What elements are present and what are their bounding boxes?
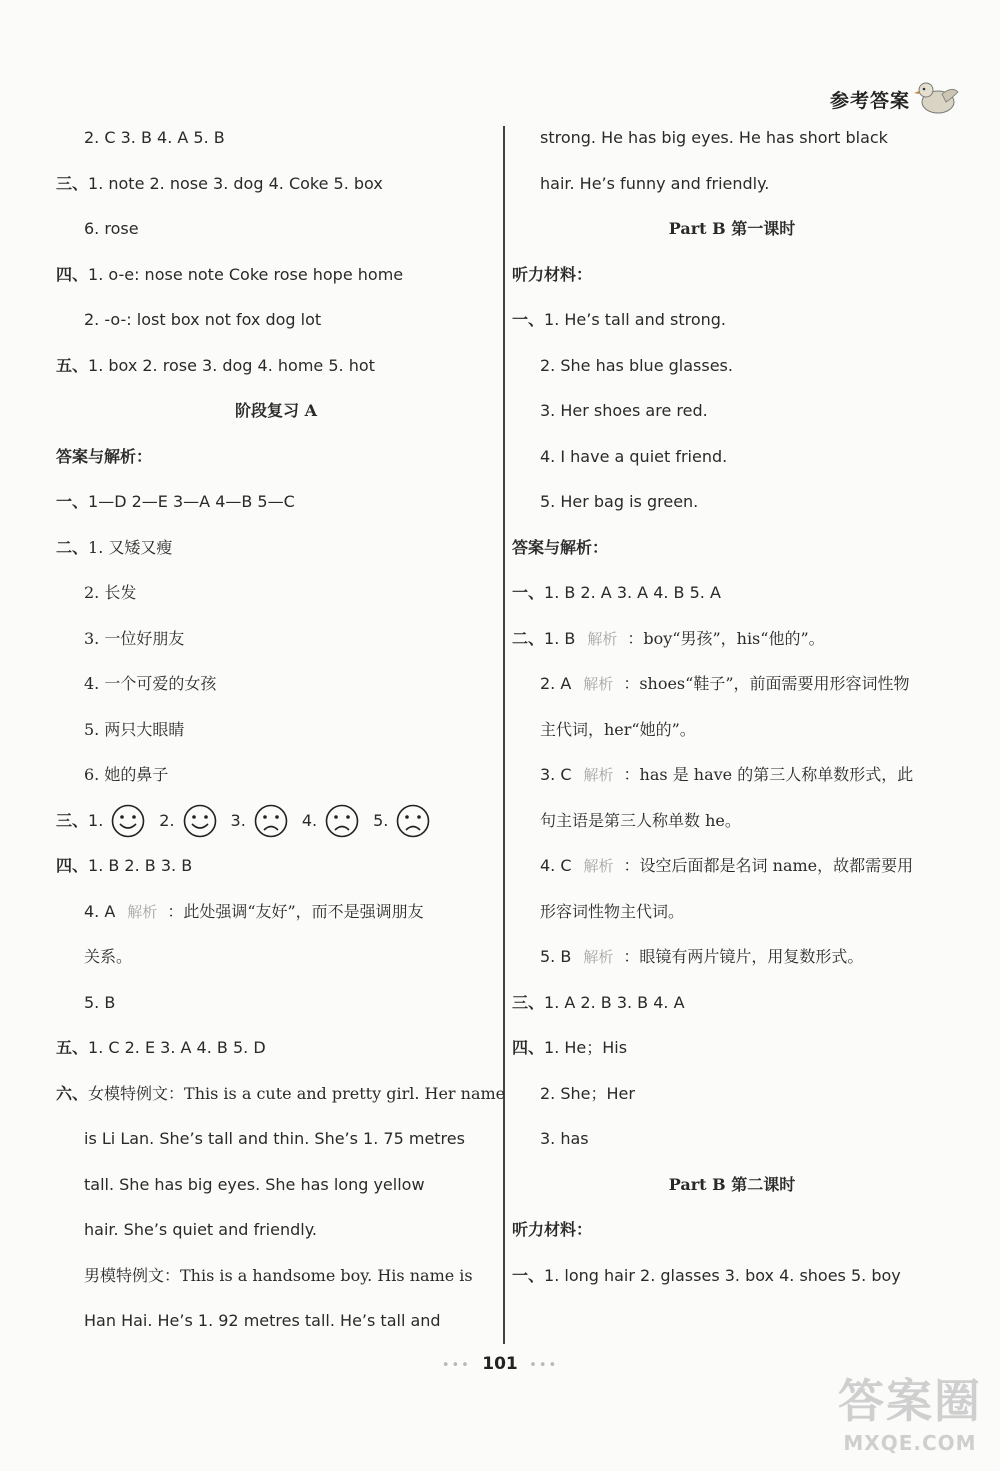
question-marker: 三、 <box>512 992 545 1012</box>
answer-line <box>512 346 952 392</box>
answer-text: 5. B <box>84 992 116 1012</box>
answer-text: 4. A <box>84 901 116 921</box>
answer-line <box>56 1210 496 1256</box>
answer-line <box>512 755 952 801</box>
answer-text: 3. 一位好朋友 <box>84 628 185 648</box>
answer-line <box>56 801 496 847</box>
question-marker: 一、 <box>512 583 545 602</box>
answer-line <box>56 937 496 983</box>
answer-text: 1. box 2. rose 3. dog 4. home 5. hot <box>88 355 375 375</box>
section-heading: 答案与解析： <box>56 446 153 466</box>
answer-text: 3. Her shoes are red. <box>540 401 708 420</box>
answer-line <box>512 300 952 346</box>
question-marker: 三、 <box>56 173 89 193</box>
answer-line <box>56 209 496 255</box>
answer-text: 5. Her bag is green. <box>540 492 699 511</box>
question-marker: 六、 <box>56 1083 89 1103</box>
section-heading: 听力材料： <box>512 264 593 284</box>
answer-line <box>56 1256 496 1302</box>
answer-text: 3. has <box>540 1129 589 1148</box>
question-marker: 一、 <box>56 492 89 511</box>
explanation-text: ：此处强调“友好”，而不是强调朋友 <box>167 901 424 921</box>
answer-text: 1. B 2. A 3. A 4. B 5. A <box>544 583 721 602</box>
face-item-number: 3. <box>230 810 246 830</box>
answer-text: 男模特例文：This is a handsome boy. His name is <box>84 1265 473 1285</box>
explanation-label: 解析 <box>583 857 614 875</box>
answer-line <box>56 528 496 574</box>
answer-line <box>56 255 496 301</box>
answer-line <box>56 1301 496 1347</box>
question-marker: 四、 <box>512 1038 545 1057</box>
page-number: 101 <box>482 1354 518 1374</box>
answer-text: 1—D 2—E 3—A 4—B 5—C <box>88 492 295 511</box>
answer-text: 1. B <box>544 628 576 648</box>
answer-line <box>56 1028 496 1074</box>
question-marker: 四、 <box>56 264 89 284</box>
answer-line <box>512 983 952 1029</box>
answer-line <box>512 710 952 756</box>
answer-text: 4. C <box>540 856 572 875</box>
answer-text: 4. I have a quiet friend. <box>540 446 728 466</box>
answer-text: hair. He’s funny and friendly. <box>540 173 770 193</box>
question-marker: 三、 <box>56 810 89 830</box>
explanation-text: ：has 是 have 的第三人称单数形式，此 <box>623 765 914 784</box>
answer-text: 5. B <box>540 947 572 966</box>
answer-line <box>56 482 496 528</box>
answer-text: 1. A 2. B 3. B 4. A <box>544 992 685 1012</box>
answer-text: Han Hai. He’s 1. 92 metres tall. He’s tall and <box>84 1311 441 1330</box>
question-marker: 二、 <box>56 537 89 557</box>
section-heading: 答案与解析： <box>512 537 609 557</box>
section-title: Part B 第二课时 <box>668 1174 796 1194</box>
explanation-text: ：设空后面都是名词 name，故都需要用 <box>623 856 914 875</box>
site-watermark <box>838 1365 982 1455</box>
explanation-label: 解析 <box>587 629 618 648</box>
column-divider <box>503 126 505 1344</box>
answer-text: 1. He；His <box>544 1038 628 1057</box>
answer-line <box>56 300 496 346</box>
answer-line <box>512 846 952 892</box>
question-marker: 五、 <box>56 1038 89 1057</box>
answer-text: 关系。 <box>84 947 133 966</box>
question-marker: 一、 <box>512 1265 545 1285</box>
left-column <box>56 118 506 1347</box>
question-marker: 一、 <box>512 310 545 329</box>
answer-line <box>512 164 952 210</box>
answer-text: 6. 她的鼻子 <box>84 765 169 784</box>
question-marker: 五、 <box>56 355 89 375</box>
answer-line <box>56 346 496 392</box>
answer-line <box>56 573 496 619</box>
answer-line <box>56 118 496 164</box>
answer-text: 5. 两只大眼睛 <box>84 719 185 739</box>
answer-text: 1. He’s tall and strong. <box>544 310 726 329</box>
answer-text: 3. C <box>540 765 572 784</box>
answer-text: 4. 一个可爱的女孩 <box>84 674 217 693</box>
explanation-label: 解析 <box>583 675 614 693</box>
answer-text: 2. She；Her <box>540 1083 635 1103</box>
answer-text: 女模特例文：This is a cute and pretty girl. Her name <box>88 1083 506 1103</box>
explanation-text: ：shoes“鞋子”，前面需要用形容词性物 <box>623 674 910 693</box>
answer-line <box>512 573 952 619</box>
answer-line <box>512 1074 952 1120</box>
answer-line <box>56 983 496 1029</box>
answer-line <box>512 391 952 437</box>
answer-line <box>512 437 952 483</box>
answer-text: 2. -o-: lost box not fox dog lot <box>84 310 322 329</box>
answer-line <box>56 755 496 801</box>
answer-text: 1. 又矮又瘦 <box>88 537 173 557</box>
sad-face-icon <box>396 804 430 838</box>
answer-text: is Li Lan. She’s tall and thin. She’s 1. 75 metres <box>84 1129 465 1148</box>
section-heading: 听力材料： <box>512 1220 593 1239</box>
explanation-label: 解析 <box>583 948 614 966</box>
sad-face-icon <box>325 804 359 838</box>
answer-text: 主代词，her“她的”。 <box>540 719 696 739</box>
header-tag: 参考答案 <box>830 90 911 112</box>
answer-text: 2. She has blue glasses. <box>540 355 733 375</box>
answer-line <box>512 482 952 528</box>
face-item-number: 2. <box>159 810 175 830</box>
bird-mascot-icon <box>912 72 960 120</box>
answer-line <box>56 846 496 892</box>
section-title: 阶段复习 A <box>235 401 317 420</box>
answer-line <box>56 1119 496 1165</box>
answer-text: 1. B 2. B 3. B <box>88 856 193 875</box>
answer-text: 2. A <box>540 674 572 693</box>
answer-line <box>56 710 496 756</box>
explanation-label: 解析 <box>583 766 614 784</box>
question-marker: 四、 <box>56 856 89 875</box>
answer-line <box>512 892 952 938</box>
answer-text: 形容词性物主代词。 <box>540 901 685 921</box>
answer-line <box>512 801 952 847</box>
answer-text: 1. C 2. E 3. A 4. B 5. D <box>88 1038 266 1057</box>
answer-line <box>512 619 952 665</box>
smiley-face-icon <box>111 804 145 838</box>
footer-dots-left: ••• <box>441 1358 471 1373</box>
answer-line <box>56 164 496 210</box>
watermark-url: MXQE.COM <box>843 1431 977 1455</box>
explanation-text: ：眼镜有两片镜片，用复数形式。 <box>623 947 864 966</box>
answer-text: 2. 长发 <box>84 583 137 602</box>
answer-line <box>56 664 496 710</box>
answer-line <box>56 1074 506 1120</box>
answer-text: 2. C 3. B 4. A 5. B <box>84 128 225 147</box>
answer-text: tall. She has big eyes. She has long yellow <box>84 1174 425 1194</box>
answer-text: strong. He has big eyes. He has short black <box>540 128 888 147</box>
explanation-text: ：boy“男孩”，his“他的”。 <box>627 628 825 648</box>
answer-text: 1. o-e: nose note Coke rose hope home <box>88 264 404 284</box>
answer-text: 1. note 2. nose 3. dog 4. Coke 5. box <box>88 173 383 193</box>
sad-face-icon <box>254 804 288 838</box>
answer-text: 句主语是第三人称单数 he。 <box>540 810 741 830</box>
answer-line <box>512 937 952 983</box>
answer-text: 6. rose <box>84 219 139 238</box>
answer-line <box>56 619 496 665</box>
answer-line <box>512 1119 952 1165</box>
answer-line <box>56 892 496 938</box>
explanation-label: 解析 <box>127 902 158 921</box>
answer-text: 1. long hair 2. glasses 3. box 4. shoes 5. boy <box>544 1265 901 1285</box>
smiley-face-icon <box>183 804 217 838</box>
footer-dots-right: ••• <box>529 1358 559 1373</box>
answer-text: hair. She’s quiet and friendly. <box>84 1220 317 1239</box>
face-item-number: 4. <box>301 810 318 830</box>
answer-line <box>512 1028 952 1074</box>
face-item-number: 1. <box>88 810 104 830</box>
watermark-logo-text: 答案圈 <box>838 1374 982 1428</box>
answer-line <box>56 1165 496 1211</box>
question-marker: 二、 <box>512 628 545 648</box>
section-title: Part B 第一课时 <box>668 219 796 238</box>
face-item-number: 5. <box>373 810 389 830</box>
right-column <box>512 118 952 1301</box>
answer-line <box>512 1256 952 1302</box>
answer-line <box>512 118 952 164</box>
answer-line <box>512 664 952 710</box>
